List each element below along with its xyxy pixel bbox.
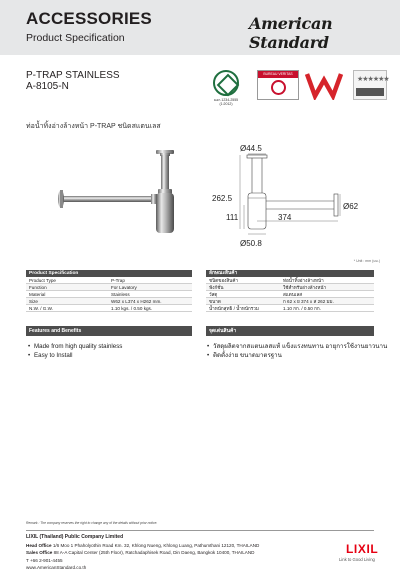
list-item: • วัสดุผลิตจากสแตนเลสแท้ แข็งแรงทนทาน อายุการใช้งานยาวนาน — [206, 342, 387, 351]
sales-office-line: Sales Office 88 A-A Capital Center (25th Floor), Ratchadaphisek Road, Din Daeng, Bangkok 10400, THAILAND — [26, 550, 255, 556]
table-row: Size W62 x L374 x H262 mm. — [26, 298, 192, 305]
footer-divider — [26, 530, 374, 531]
page-title: ACCESSORIES — [26, 9, 152, 28]
watermark-w-icon — [305, 70, 343, 100]
page-header — [0, 0, 400, 55]
list-item: • ติดตั้งง่าย ขนาดมาตรฐาน — [206, 351, 387, 360]
product-code: A-8105-N — [26, 81, 69, 92]
lixil-tagline: Link to Good Living — [339, 557, 375, 562]
remark-note: Remark : The company reserves the right to change any of the details without prior notice. — [26, 521, 158, 525]
certification-logos — [213, 70, 388, 105]
head-office-line: Head Office 1/6 Moo 1 Phaholyothin Road Km. 32, Khlong Nueng, Khlong Luang, Pathumthani 12120, THAILAND — [26, 542, 260, 548]
table-row: ฟังก์ชั่น ใช้สำหรับอ่างล้างหน้า — [206, 284, 374, 291]
dim-bottom-label: Ø50.8 — [240, 239, 262, 248]
features-th-header: จุดเด่นสินค้า — [206, 326, 374, 336]
dim-side-label: Ø62 — [343, 202, 359, 211]
american-standard-logo: American Standard — [249, 14, 333, 52]
table-row: น้ำหนักสุทธิ / น้ำหนักรวม 1.10 กก. / 0.50 กก. — [206, 305, 374, 312]
table-row: วัสดุ สแตนเลส — [206, 291, 374, 298]
features-en-list — [27, 342, 122, 360]
dim-height-label: 262.5 — [212, 194, 233, 203]
spec-table-th — [206, 270, 374, 312]
table-row: Material Stainless — [26, 291, 192, 298]
tis-caption: มอก.1234-2555 (1:2012) — [213, 98, 239, 106]
spec-table-th-header: ลักษณะสินค้า — [206, 270, 374, 277]
dim-length-label: 374 — [278, 213, 292, 222]
table-row: Product Type P-Trap — [26, 277, 192, 284]
features-th-list — [206, 342, 387, 360]
bv-label: BUREAU VERITAS Certification — [258, 71, 298, 78]
list-item: • Made from high quality stainless — [27, 342, 122, 351]
bureau-veritas-icon — [257, 70, 299, 100]
lixil-logo: LIXIL — [346, 542, 379, 556]
unit-note: * Unit : mm (มม.) — [353, 259, 380, 263]
page-subtitle: Product Specification — [26, 32, 125, 44]
company-footer — [26, 534, 259, 572]
water-rating-icon: ★★★★★★ — [353, 70, 387, 100]
dim-offset-label: 111 — [226, 213, 239, 222]
dim-top-label: Ø44.5 — [240, 144, 262, 153]
table-row: N.W. / G.W. 1.10 kgs. / 0.50 kgs. — [26, 305, 192, 312]
technical-drawing — [204, 138, 384, 253]
table-row: ขนาด ก 62 x ย 374 x ส 262 มม. — [206, 298, 374, 305]
list-item: • Easy to Install — [27, 351, 122, 360]
table-row: ชนิดของสินค้า ท่อน้ำทิ้งอ่างล้างหน้า — [206, 277, 374, 284]
website-link[interactable]: www.AmericanStandard.co.th — [26, 565, 87, 571]
telephone: T +66 2-901-4455 — [26, 557, 63, 563]
table-row: Function For Lavatory — [26, 284, 192, 291]
features-en-header: Features and Benefits — [26, 326, 192, 336]
spec-table-en-header: Product Specification — [26, 270, 192, 277]
product-photo — [48, 140, 196, 240]
product-thai-description: ท่อน้ำทิ้งอ่างล้างหน้า P-TRAP ชนิดสแตนเลส — [26, 123, 161, 130]
company-name: LIXIL (Thailand) Public Company Limited — [26, 534, 124, 540]
product-name: P-TRAP STAINLESS — [26, 70, 120, 81]
tis-mark-icon — [213, 70, 239, 96]
spec-table-en — [26, 270, 192, 312]
